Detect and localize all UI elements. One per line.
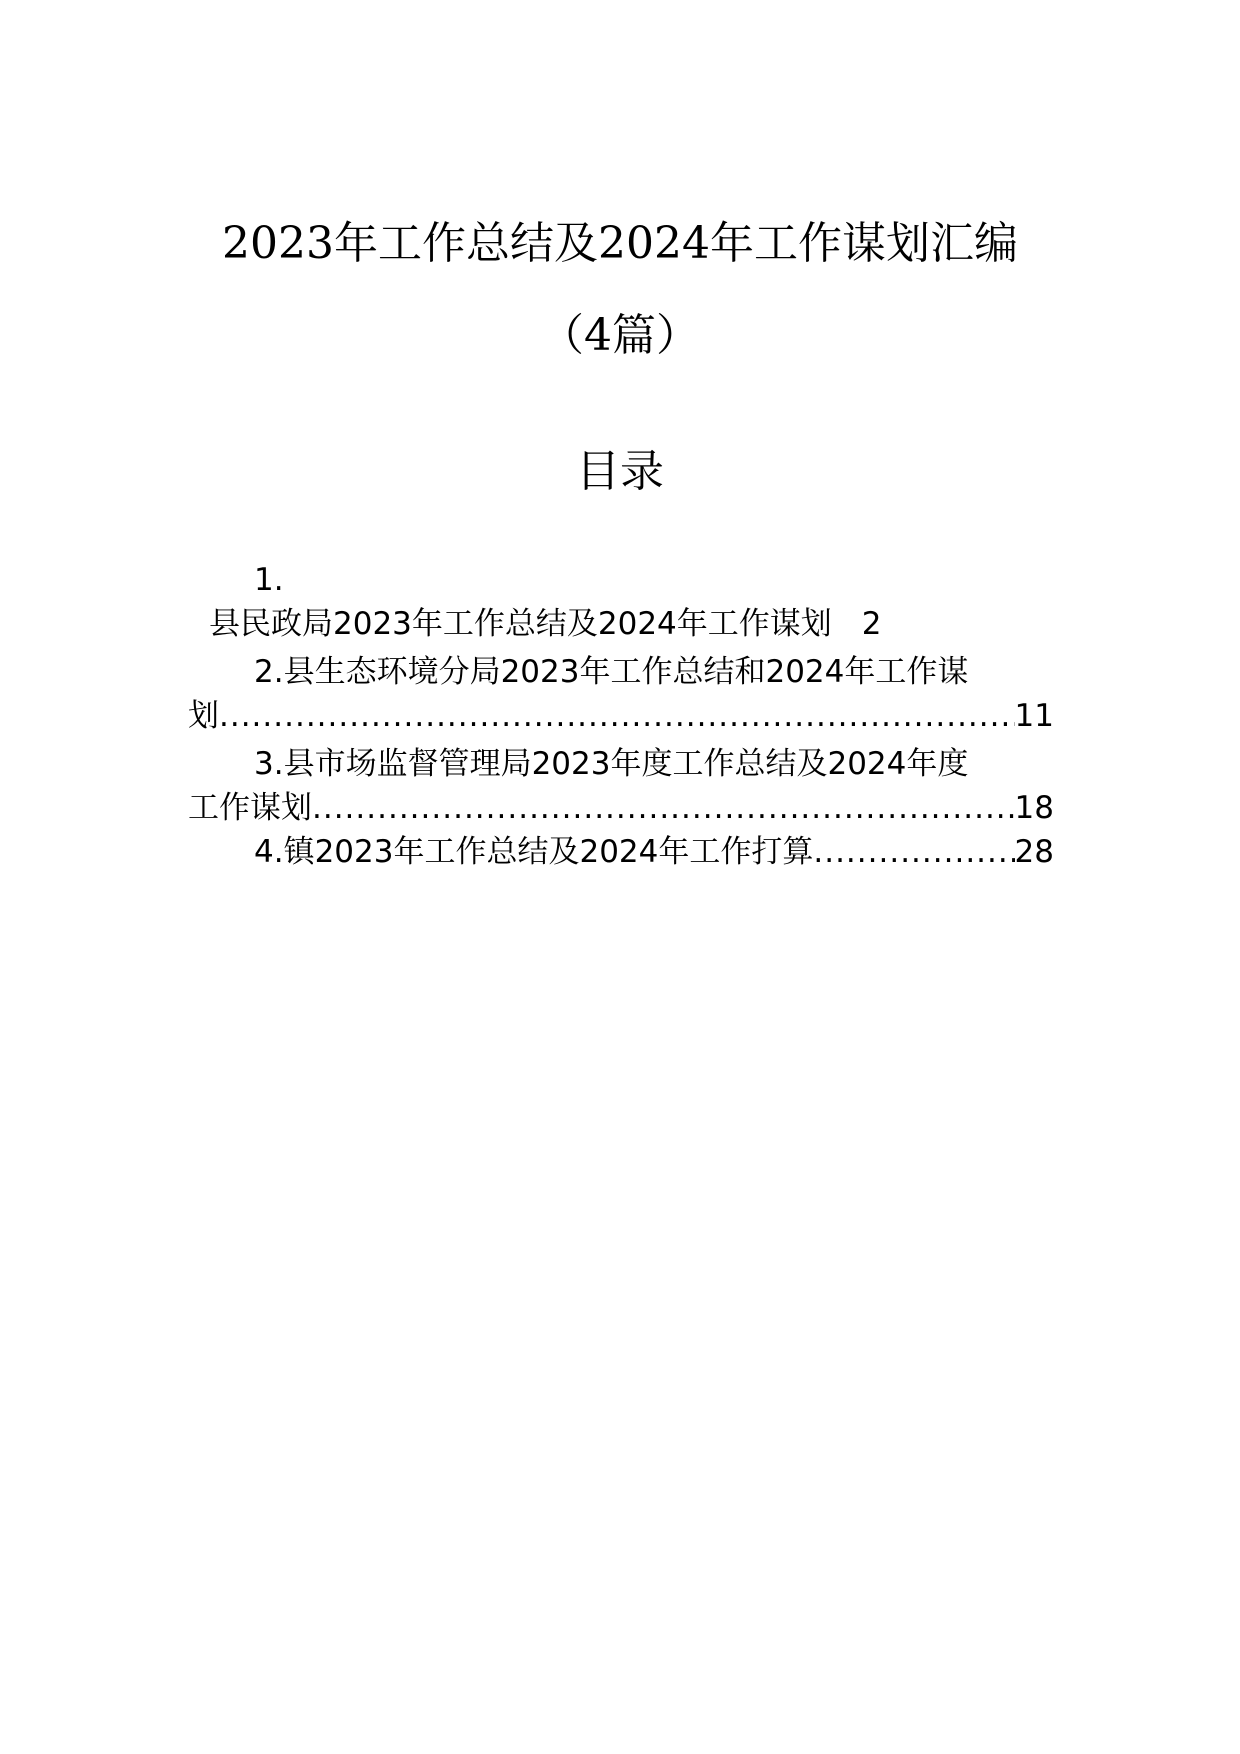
toc-entry-2-page: 11 (1014, 698, 1054, 734)
document-title: 2023年工作总结及2024年工作谋划汇编 (222, 218, 1018, 269)
toc-entry-2-line2[interactable] (188, 694, 1054, 738)
toc-entry-4-page: 28 (1014, 834, 1054, 870)
toc-entry-1-page: 2 (861, 606, 882, 642)
toc-entry-2-title-line2: 划 (188, 698, 219, 734)
toc-entry-4-dot-leader (813, 830, 1014, 874)
toc-entry-1-title[interactable] (209, 602, 882, 646)
toc-entry-4-title: 4.镇2023年工作总结及2024年工作打算 (254, 834, 814, 870)
toc-entry-1-title-text: 县民政局2023年工作总结及2024年工作谋划 (209, 606, 832, 642)
toc-entry-1-number[interactable]: 1. (254, 562, 284, 598)
toc-entry-3-page: 18 (1014, 790, 1054, 826)
toc-entry-4[interactable] (254, 830, 1054, 874)
toc-entry-3-dot-leader (312, 786, 1015, 830)
toc-entry-2-dot-leader (219, 694, 1015, 738)
toc-entry-2-title-line1[interactable]: 2.县生态环境分局2023年工作总结和2024年工作谋 (254, 654, 969, 690)
toc-entry-3-title-line1[interactable]: 3.县市场监督管理局2023年度工作总结及2024年度 (254, 746, 969, 782)
toc-entry-3-title-line2: 工作谋划 (188, 790, 312, 826)
toc-heading: 目录 (576, 446, 664, 497)
document-subtitle-count: （4篇） (540, 310, 700, 361)
toc-entry-3-line2[interactable] (188, 786, 1054, 830)
